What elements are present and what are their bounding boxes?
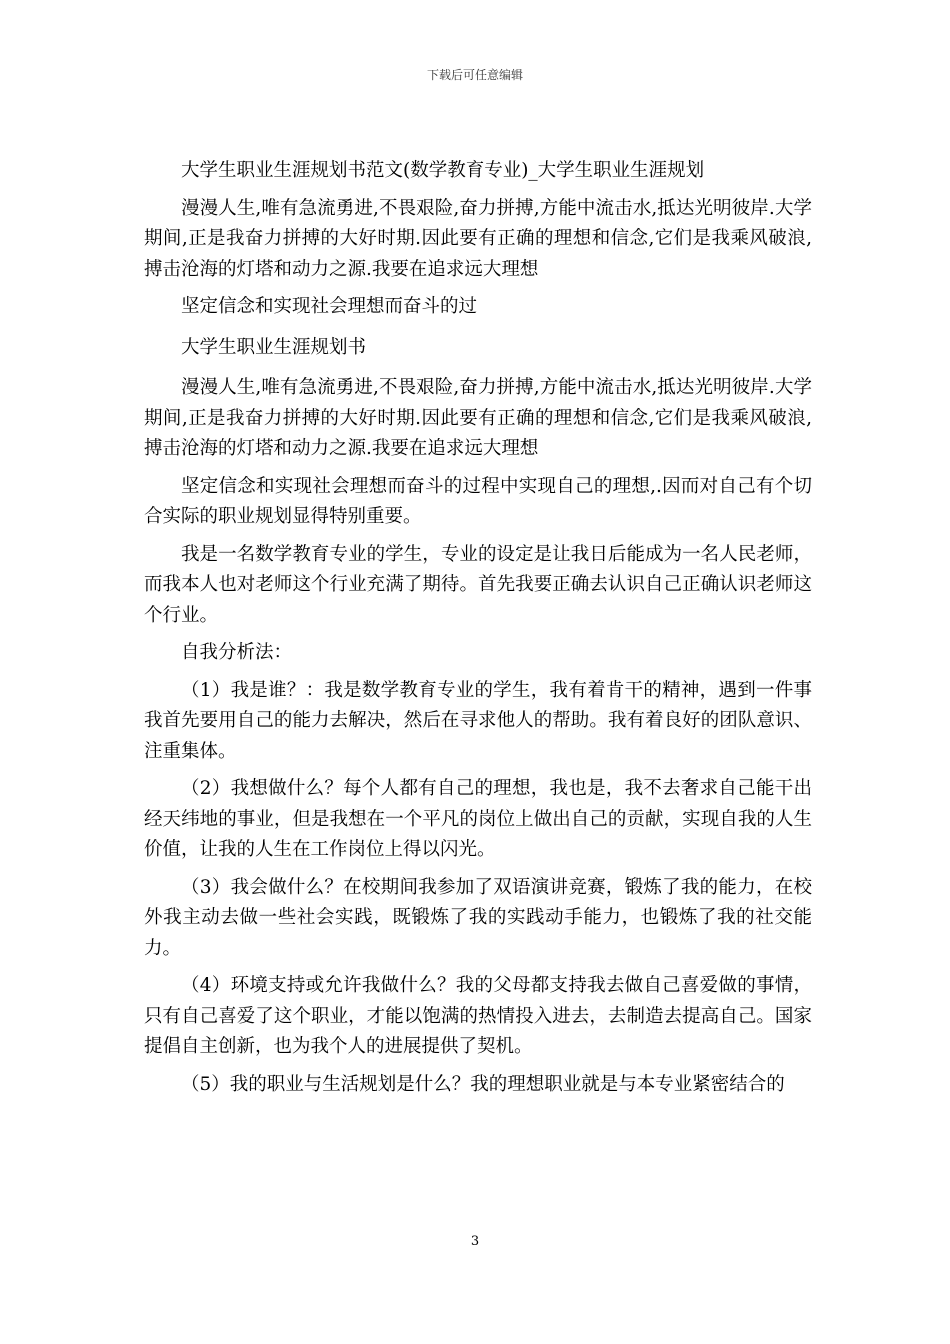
paragraph: 漫漫人生,唯有急流勇进,不畏艰险,奋力拼搏,方能中流击水,抵达光明彼岸.大学期间,正是我奋力拼搏的大好时期.因此要有正确的理想和信念,它们是我乘风破浪,搏击沧海的灯塔和动力之源.我要在追求远大理想 (144, 197, 812, 280)
list-item: （3）我会做什么？在校期间我参加了双语演讲竞赛，锻炼了我的能力，在校外我主动去做一些社会实践，既锻炼了我的实践动手能力，也锻炼了我的社交能力。 (144, 876, 812, 959)
document-body (144, 156, 812, 1107)
list-item: （2）我想做什么？每个人都有自己的理想，我也是，我不去奢求自己能干出经天纬地的事业，但是我想在一个平凡的岗位上做出自己的贡献，实现自我的人生价值，让我的人生在工作岗位上得以闪光。 (144, 778, 812, 860)
paragraph: 漫漫人生,唯有急流勇进,不畏艰险,奋力拼搏,方能中流击水,抵达光明彼岸.大学期间,正是我奋力拼搏的大好时期.因此要有正确的理想和信念,它们是我乘风破浪,搏击沧海的灯塔和动力之源.我要在追求远大理想 (144, 377, 812, 459)
page-number: 3 (470, 1234, 480, 1249)
list-item: （5）我的职业与生活规划是什么？我的理想职业就是与本专业紧密结合的 (181, 1073, 785, 1095)
paragraph: 自我分析法： (181, 642, 293, 663)
page-header: 下载后可任意编辑 (426, 68, 523, 82)
paragraph: 坚定信念和实现社会理想而奋斗的过程中实现自己的理想,.因而对自己有个切合实际的职业规划显得特别重要。 (144, 475, 812, 527)
section-heading: 大学生职业生涯规划书 (181, 336, 367, 358)
document-title: 大学生职业生涯规划书范文(数学教育专业)_大学生职业生涯规划 (181, 160, 705, 181)
list-item: （1）我是谁？：我是数学教育专业的学生，我有着肯干的精神，遇到一件事我首先要用自己的能力去解决，然后在寻求他人的帮助。我有着良好的团队意识、注重集体。 (144, 679, 812, 762)
paragraph: 我是一名数学教育专业的学生，专业的设定是让我日后能成为一名人民老师，而我本人也对老师这个行业充满了期待。首先我要正确去认识自己正确认识老师这个行业。 (144, 543, 812, 626)
list-item: （4）环境支持或允许我做什么？我的父母都支持我去做自己喜爱做的事情，只有自己喜爱了这个职业，才能以饱满的热情投入进去，去制造去提高自己。国家提倡自主创新，也为我个人的进展提供了契机。 (144, 975, 812, 1057)
paragraph: 坚定信念和实现社会理想而奋斗的过 (181, 296, 478, 317)
